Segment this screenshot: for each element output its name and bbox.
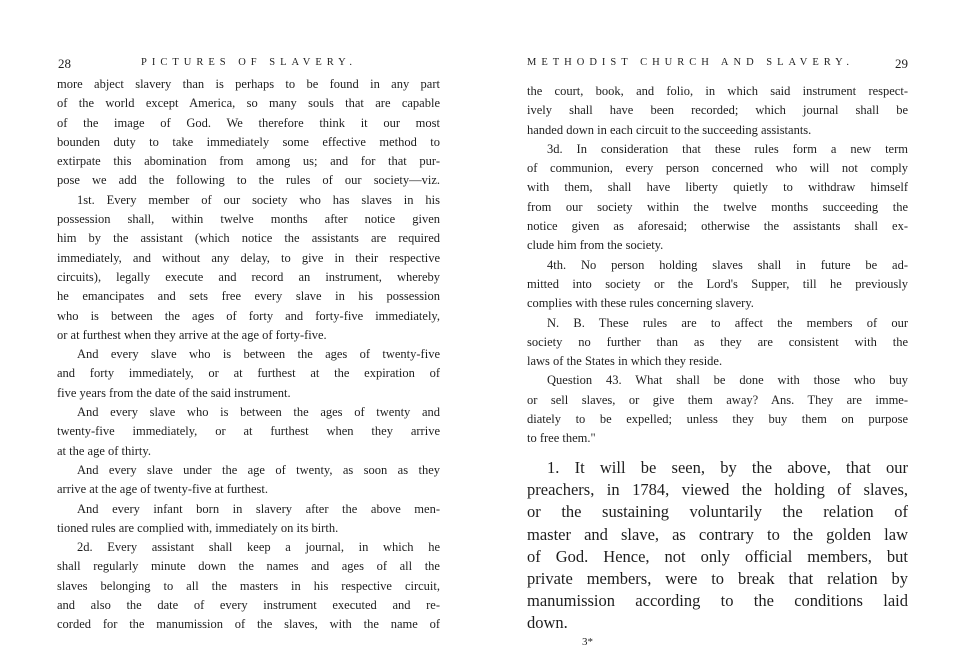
text-line: 4th. No person holding slaves shall in future be ad-	[547, 257, 908, 272]
text-line: pose we add the following to the rules of our society—viz.	[57, 173, 440, 188]
text-line: or sell slaves, or give them away? Ans. They are imme-	[527, 392, 908, 407]
text-line: Question 43. What shall be done with those who buy	[547, 373, 908, 388]
text-line: to free them."	[527, 431, 596, 446]
text-line: And every slave who is between the ages of twenty and	[77, 405, 440, 420]
text-line: shall regularly minute down the names and ages of all the	[57, 559, 440, 574]
text-line: arrive at the age of twenty-five at furthest.	[57, 482, 269, 497]
text-line: possession shall, within twelve months after notice given	[57, 212, 440, 227]
text-line: and also the date of every instrument executed and re-	[57, 598, 440, 613]
text-line: And every infant born in slavery after the above men-	[77, 501, 440, 516]
text-line: clude him from the society.	[527, 238, 664, 253]
text-line: he emancipates and sets free every slave in his possession	[57, 289, 440, 304]
right-page-number: 29	[895, 56, 908, 71]
text-line: five years from the date of the said instrument.	[57, 385, 291, 400]
text-line: diately to be expelled; unless they buy them on purpose	[527, 412, 908, 427]
text-line: society no further than as they are consistent with the	[527, 334, 908, 349]
left-page-body	[57, 75, 440, 635]
text-line: 2d. Every assistant shall keep a journal, in which he	[77, 540, 440, 555]
commentary-line: preachers, in 1784, viewed the holding of slaves,	[527, 480, 908, 500]
left-page-number: 28	[58, 56, 71, 71]
text-line: mitted into society or the Lord's Supper, till he previously	[527, 276, 908, 291]
right-running-title: METHODIST CHURCH AND SLAVERY.	[527, 57, 855, 68]
text-line: twenty-five immediately, or at furthest when they arrive	[57, 424, 440, 439]
text-line: 1st. Every member of our society who has slaves in his	[77, 192, 440, 207]
text-line: immediately, and without any delay, to give in their respective	[57, 250, 440, 265]
commentary-line: 1. It will be seen, by the above, that our	[547, 458, 908, 477]
text-line: extirpate this abomination from among us; and for that pur-	[57, 154, 440, 169]
text-line: N. B. These rules are to affect the members of our	[547, 315, 908, 330]
commentary-paragraph	[527, 457, 908, 635]
text-line: with them, shall have liberty quietly to withdraw himself	[527, 180, 908, 195]
commentary-line: manumission according to the conditions laid	[527, 591, 908, 611]
text-line: laws of the States in which they reside.	[527, 354, 723, 369]
text-line: corded for the manumission of the slaves, with the name of	[57, 617, 440, 632]
text-line: notice given as aforesaid; otherwise the assistants shall ex-	[527, 219, 908, 234]
text-line: ively shall have been recorded; which journal shall be	[527, 103, 908, 118]
text-line: And every slave under the age of twenty, as soon as they	[77, 462, 440, 477]
text-line: or at furthest when they arrive at the age of forty-five.	[57, 327, 327, 342]
text-line: the court, book, and folio, in which said instrument respect-	[527, 84, 908, 98]
text-line: of the world except America, so many souls that are capable	[57, 96, 440, 111]
left-page-header	[57, 56, 440, 72]
right-page-header	[527, 56, 908, 72]
text-line: of the image of God. We therefore think it our most	[57, 115, 440, 130]
signature-mark: 3*	[582, 636, 593, 648]
text-line: who is between the ages of forty and forty-five immediately,	[57, 308, 440, 323]
text-line: 3d. In consideration that these rules form a new term	[547, 141, 908, 156]
text-line: more abject slavery than is perhaps to be found in any part	[57, 77, 440, 91]
text-line: of communion, every person concerned who will not comply	[527, 161, 908, 176]
text-line: complies with these rules concerning slavery.	[527, 296, 754, 311]
commentary-line: or the sustaining voluntarily the relation of	[527, 502, 908, 522]
left-running-title: PICTURES OF SLAVERY.	[141, 57, 358, 68]
text-line: circuits), legally execute and record an instrument, whereby	[57, 269, 440, 284]
right-page-body	[527, 82, 908, 449]
text-line: from our society within the twelve months succeeding the	[527, 199, 908, 214]
text-line: him by the assistant (which notice the assistants are required	[57, 231, 440, 246]
text-line: tioned rules are complied with, immediately on its birth.	[57, 520, 339, 535]
text-line: handed down in each circuit to the succeeding assistants.	[527, 122, 812, 137]
text-line: slaves belonging to all the masters in his respective circuit,	[57, 578, 440, 593]
text-line: And every slave who is between the ages of twenty-five	[77, 347, 440, 362]
text-line: bounden duty to take immediately some effective method to	[57, 134, 440, 149]
commentary-line: private members, were to break that relation by	[527, 568, 908, 588]
commentary-line: master and slave, as contrary to the golden law	[527, 524, 908, 544]
commentary-line: down.	[527, 613, 568, 633]
text-line: at the age of thirty.	[57, 443, 151, 458]
commentary-line: of God. Hence, not only official members, but	[527, 546, 908, 566]
text-line: and forty immediately, or at furthest at the expiration of	[57, 366, 440, 381]
